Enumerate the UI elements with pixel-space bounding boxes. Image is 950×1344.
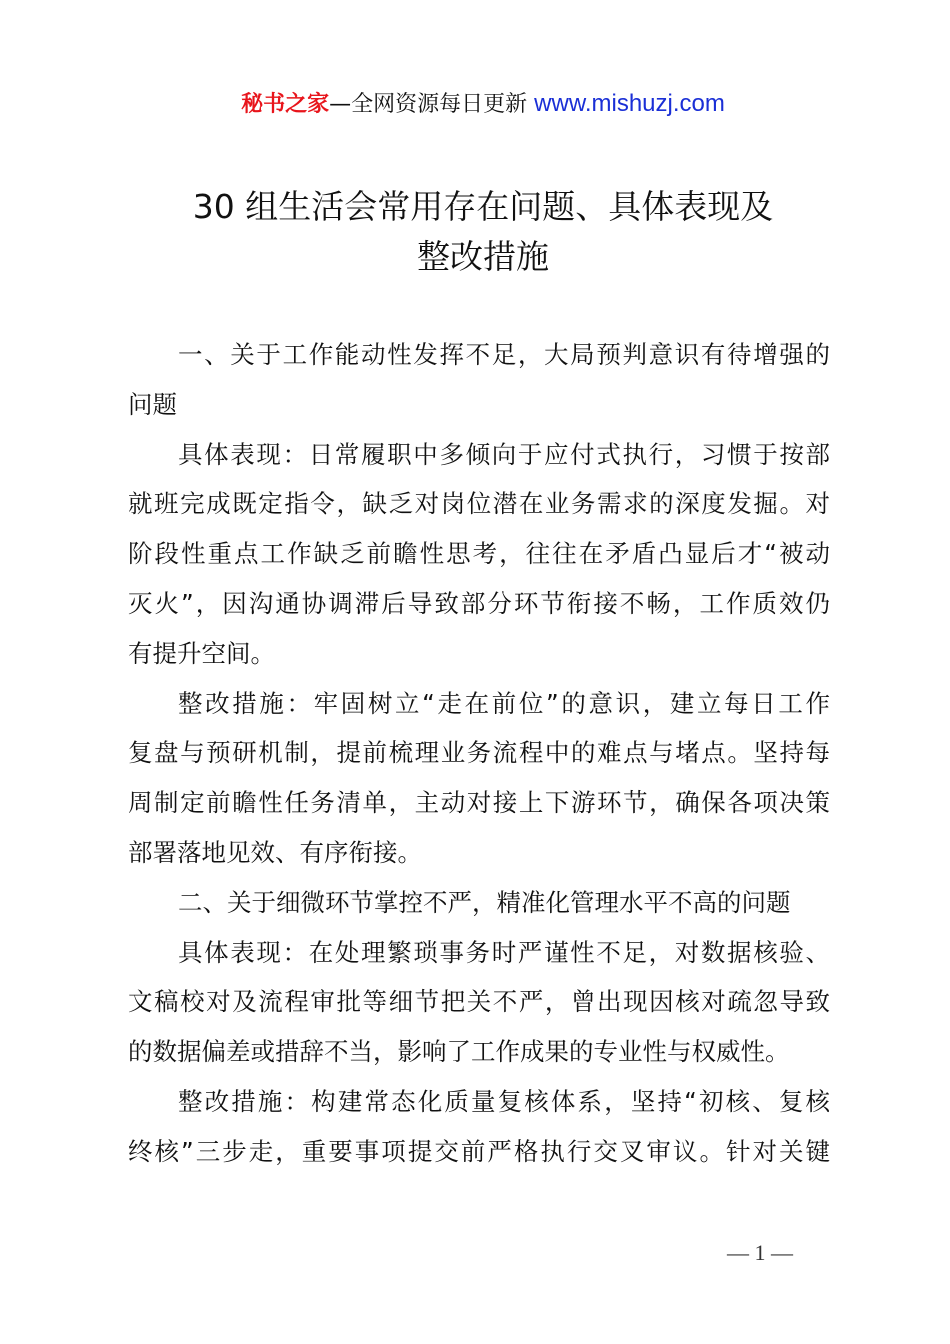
paragraph-line: 具体表现：日常履职中多倾向于应付式执行，习惯于按部 <box>178 439 830 469</box>
paragraph-line: 周制定前瞻性任务清单，主动对接上下游环节，确保各项决策 <box>128 788 830 818</box>
title-line: 整改措施 <box>417 237 549 276</box>
document-body <box>128 330 830 1177</box>
paragraph <box>128 679 830 878</box>
paragraph-line: 有提升空间。 <box>128 638 275 668</box>
paragraph-line: 复盘与预研机制，提前梳理业务流程中的难点与堵点。坚持每 <box>128 738 830 768</box>
paragraph-line: 问题 <box>128 389 177 419</box>
paragraph <box>128 430 830 679</box>
paragraph-line: 文稿校对及流程审批等细节把关不严，曾出现因核对疏忽导致 <box>128 987 830 1017</box>
header-tagline: —全网资源每日更新 <box>329 92 528 117</box>
title-line: 30 组生活会常用存在问题、具体表现及 <box>192 187 774 226</box>
paragraph-line: 整改措施：牢固树立“走在前位”的意识，建立每日工作 <box>178 688 830 718</box>
paragraph-line: 终核”三步走，重要事项提交前严格执行交叉审议。针对关键 <box>128 1136 830 1166</box>
paragraph-line: 的数据偏差或措辞不当，影响了工作成果的专业性与权威性。 <box>128 1037 790 1067</box>
paragraph-line: 二、关于细微环节掌控不严，精准化管理水平不高的问题 <box>178 887 791 917</box>
site-url-link[interactable]: www.mishuzj.com <box>534 90 725 117</box>
paragraph-line: 具体表现：在处理繁琐事务时严谨性不足，对数据核验、 <box>178 937 830 967</box>
paragraph <box>128 330 830 430</box>
document-title <box>8 182 950 282</box>
brand-name: 秘书之家 <box>241 92 330 117</box>
paragraph-line: 整改措施：构建常态化质量复核体系，坚持“初核、复核 <box>178 1086 830 1116</box>
paragraph <box>128 1077 830 1177</box>
paragraph-line: 灭火”，因沟通协调滞后导致部分环节衔接不畅，工作质效仍 <box>128 588 830 618</box>
paragraph <box>128 928 830 1077</box>
page-number: — 1 — <box>727 1240 793 1265</box>
paragraph-line: 阶段性重点工作缺乏前瞻性思考，往往在矛盾凸显后才“被动 <box>128 539 830 569</box>
site-header <box>8 88 950 121</box>
paragraph-line: 就班完成既定指令，缺乏对岗位潜在业务需求的深度发掘。对 <box>128 489 830 519</box>
paragraph <box>128 878 830 928</box>
paragraph-line: 一、关于工作能动性发挥不足，大局预判意识有待增强的 <box>178 340 830 369</box>
paragraph-line: 部署落地见效、有序衔接。 <box>128 837 422 867</box>
